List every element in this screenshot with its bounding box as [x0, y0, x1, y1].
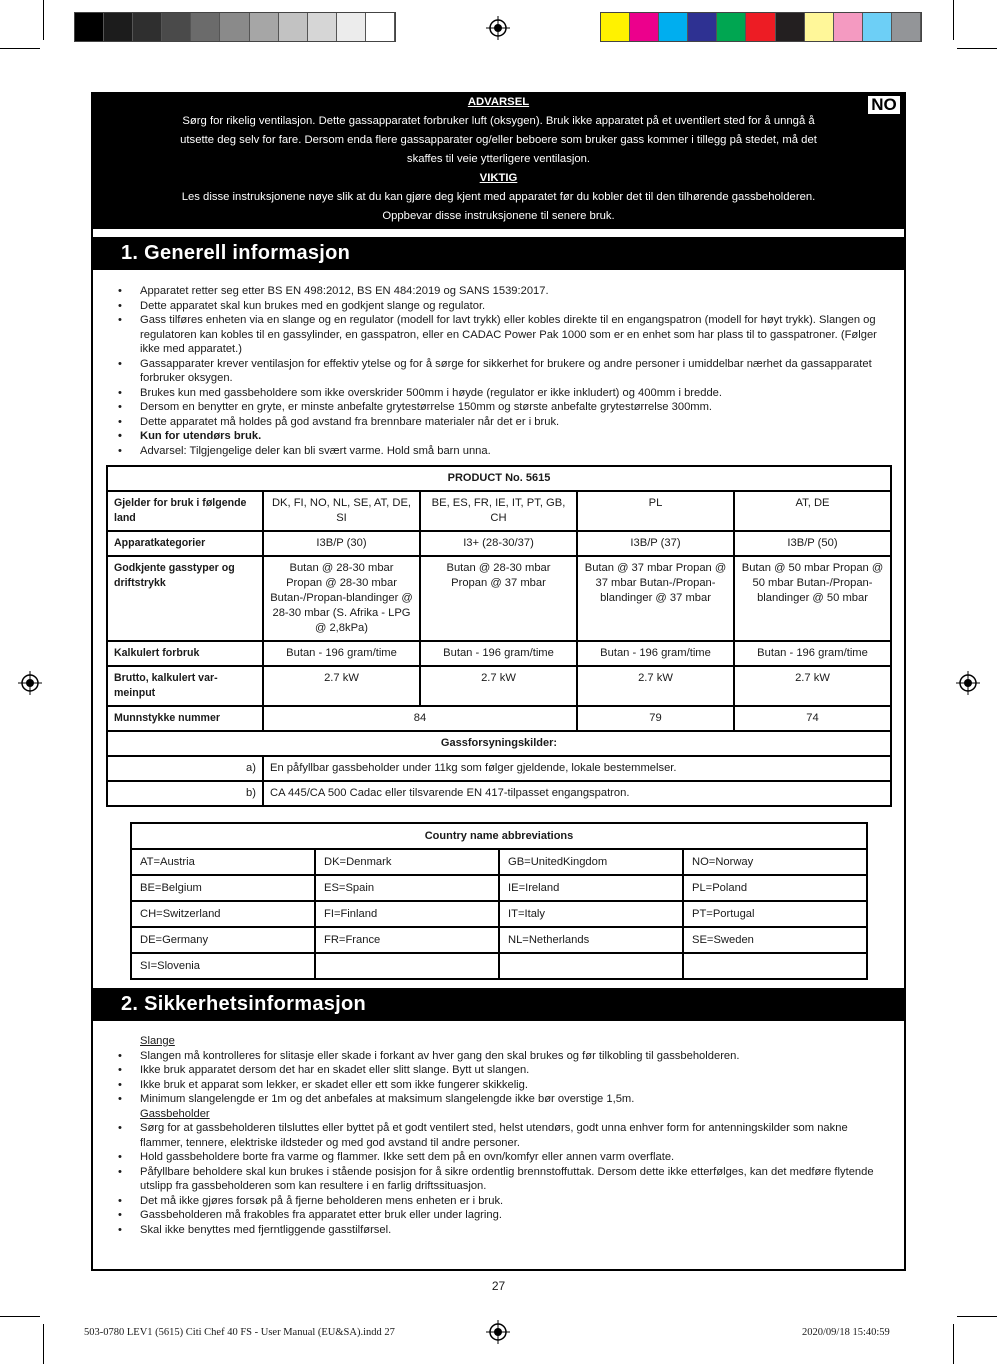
- table-cell: Butan - 196 gram/time: [577, 641, 734, 666]
- warning-text: utsette deg selv for fare. Dersom enda flere gassapparater og/eller beboere som bruker gass kommer i tillegg på stedet, må det: [180, 134, 817, 146]
- color-swatch: [162, 13, 191, 41]
- color-swatch: [220, 13, 249, 41]
- table-cell: GB=UnitedKingdom: [499, 849, 683, 875]
- color-swatch: [834, 13, 863, 41]
- table-row: [107, 781, 891, 806]
- list-item: • Gassapparater krever ventilasjon for effektiv ytelse og for å sørge for sikkerhet for brukere og andre personer i umiddelbar nærhet da gassapparatet forbruker oksygen.: [118, 357, 893, 386]
- table-cell: Butan - 196 gram/time: [734, 641, 891, 666]
- row-label: Brutto, kalkulert var-meinput: [107, 666, 263, 706]
- table-title: PRODUCT No. 5615: [107, 466, 891, 491]
- crop-mark: [953, 0, 954, 40]
- list-item: • Ikke bruk apparatet dersom det har en skadet eller slitt slange. Bytt ut slangen.: [118, 1063, 893, 1078]
- table-row: [131, 823, 867, 849]
- table-cell: [683, 953, 867, 979]
- warning-heading: ADVARSEL: [467, 96, 530, 108]
- table-row: [107, 731, 891, 756]
- table-cell: DK=Denmark: [315, 849, 499, 875]
- color-swatch: [688, 13, 717, 41]
- registration-mark-icon: [18, 671, 42, 695]
- table-subheading: Gassforsyningskilder:: [107, 731, 891, 756]
- color-swatch: [630, 13, 659, 41]
- table-cell: DE=Germany: [131, 927, 315, 953]
- table-cell: NO=Norway: [683, 849, 867, 875]
- color-swatch: [250, 13, 279, 41]
- color-swatch: [133, 13, 162, 41]
- list-item: • Dette apparatet skal kun brukes med en godkjent slange og regulator.: [118, 299, 893, 314]
- table-row: [131, 901, 867, 927]
- table-cell: NL=Netherlands: [499, 927, 683, 953]
- table-cell: 74: [734, 706, 891, 731]
- subheading: Slange: [140, 1035, 175, 1047]
- table-cell: 2.7 kW: [420, 666, 577, 706]
- color-swatch: [104, 13, 133, 41]
- table-cell: DK, FI, NO, NL, SE, AT, DE, SI: [263, 491, 420, 531]
- crop-mark: [0, 1316, 40, 1317]
- crop-mark: [953, 1324, 954, 1364]
- list-item: • Hold gassbeholdere borte fra varme og flammer. Ikke sett dem på en ovn/komfyr eller annen varm overflate.: [118, 1150, 893, 1165]
- table-cell: BE, ES, FR, IE, IT, PT, GB, CH: [420, 491, 577, 531]
- table-cell: IT=Italy: [499, 901, 683, 927]
- row-key: a): [107, 756, 263, 781]
- list-item: • Kun for utendørs bruk.: [118, 429, 893, 444]
- table-cell: 2.7 kW: [577, 666, 734, 706]
- table-cell: Butan - 196 gram/time: [263, 641, 420, 666]
- table-cell: Butan @ 28-30 mbar Propan @ 28-30 mbar Butan-/Propan-blandinger @ 28-30 mbar (S. Afrika - LPG @ 2,8kPa): [263, 556, 420, 641]
- language-badge: NO: [866, 94, 902, 116]
- color-swatch: [659, 13, 688, 41]
- color-swatch: [863, 13, 892, 41]
- crop-mark: [43, 0, 44, 40]
- list-item: • Skal ikke benyttes med fjerntliggende gasstilførsel.: [118, 1223, 893, 1238]
- safety-info-list: [118, 1034, 893, 1237]
- list-item: • Minimum slangelengde er 1m og det anbefales at maksimum slangelengde ikke bør overstige 1,5m.: [118, 1092, 893, 1107]
- page-number: 27: [491, 1279, 506, 1293]
- registration-mark-icon: [486, 1320, 510, 1344]
- list-item: • Påfyllbare beholdere skal kun brukes i stående posisjon for å sikre ordentlig brennstoffuttak. Dersom dette ikke etterfølges, kan det medføre flytende utslipp fra gassbeholderen som kan resultere i en farlig driftssituasjon.: [118, 1165, 893, 1194]
- table-cell: AT, DE: [734, 491, 891, 531]
- table-cell: PL=Poland: [683, 875, 867, 901]
- table-cell: AT=Austria: [131, 849, 315, 875]
- table-row: [107, 641, 891, 666]
- color-swatch: [601, 13, 630, 41]
- row-label: Apparatkategorier: [107, 531, 263, 556]
- table-row: [107, 491, 891, 531]
- table-row: [131, 953, 867, 979]
- warning-box: [93, 93, 904, 229]
- crop-mark: [957, 48, 997, 49]
- table-cell: SI=Slovenia: [131, 953, 315, 979]
- table-title: Country name abbreviations: [131, 823, 867, 849]
- table-row: [107, 756, 891, 781]
- crop-mark: [0, 48, 40, 49]
- warning-text: Sørg for rikelig ventilasjon. Dette gassapparatet forbruker luft (oksygen). Bruk ikke apparatet på et uventilert sted for å unngå å: [182, 115, 815, 127]
- table-cell: CA 445/CA 500 Cadac eller tilsvarende EN 417-tilpasset engangspatron.: [263, 781, 891, 806]
- table-cell: CH=Switzerland: [131, 901, 315, 927]
- registration-mark-icon: [956, 671, 980, 695]
- list-item: • Dette apparatet må holdes på god avstand fra brennbare materialer når det er i bruk.: [118, 415, 893, 430]
- color-swatch: [308, 13, 337, 41]
- color-swatch: [366, 13, 395, 41]
- table-cell: PL: [577, 491, 734, 531]
- color-bar: [600, 12, 922, 42]
- row-label: Munnstykke nummer: [107, 706, 263, 731]
- table-row: [131, 875, 867, 901]
- table-cell: SE=Sweden: [683, 927, 867, 953]
- row-key: b): [107, 781, 263, 806]
- list-item: • Advarsel: Tilgjengelige deler kan bli svært varme. Hold små barn unna.: [118, 444, 893, 459]
- important-text: Oppbevar disse instruksjonene til senere bruk.: [382, 210, 615, 222]
- table-cell: Butan @ 50 mbar Propan @ 50 mbar Butan-/Propan-blandinger @ 50 mbar: [734, 556, 891, 641]
- table-cell: FI=Finland: [315, 901, 499, 927]
- section-heading: 2. Sikkerhetsinformasjon: [93, 988, 904, 1021]
- table-cell: [499, 953, 683, 979]
- list-item: • Gass tilføres enheten via en slange og en regulator (modell for lavt trykk) eller kobles direkte til en engangspatron (modell for høyt trykk). Slangen og regulatoren kan kobles til en gassylinder, en gasspatron, eller en CADAC Power Pak 1000 som er en enhet som har plass til to gasspatroner. (Følger ikke med apparatet.): [118, 313, 893, 357]
- subheading: Gassbeholder: [140, 1107, 210, 1120]
- table-row: [107, 706, 891, 731]
- color-swatch: [746, 13, 775, 41]
- color-swatch: [805, 13, 834, 41]
- table-cell: BE=Belgium: [131, 875, 315, 901]
- table-row: [107, 556, 891, 641]
- important-text: Les disse instruksjonene nøye slik at du kan gjøre deg kjent med apparatet før du kobler det til den tilhørende gassbeholderen.: [181, 191, 816, 203]
- table-cell: ES=Spain: [315, 875, 499, 901]
- registration-mark-icon: [486, 16, 510, 40]
- table-cell: IE=Ireland: [499, 875, 683, 901]
- table-cell: 2.7 kW: [734, 666, 891, 706]
- table-cell: Butan @ 37 mbar Propan @ 37 mbar Butan-/Propan-blandinger @ 37 mbar: [577, 556, 734, 641]
- list-item: • Gassbeholderen må frakobles fra apparatet etter bruk eller under lagring.: [118, 1208, 893, 1223]
- slug-date: 2020/09/18 15:40:59: [802, 1327, 890, 1338]
- table-cell: I3+ (28-30/37): [420, 531, 577, 556]
- color-swatch: [717, 13, 746, 41]
- table-cell: I3B/P (37): [577, 531, 734, 556]
- product-table: [106, 465, 892, 807]
- table-cell: I3B/P (50): [734, 531, 891, 556]
- color-swatch: [279, 13, 308, 41]
- table-cell: PT=Portugal: [683, 901, 867, 927]
- country-abbreviation-table: [130, 822, 868, 980]
- table-cell: 84: [263, 706, 577, 731]
- table-cell: FR=France: [315, 927, 499, 953]
- table-row: [131, 849, 867, 875]
- table-row: [107, 466, 891, 491]
- row-label: Godkjente gasstyper og driftstrykk: [107, 556, 263, 641]
- table-cell: I3B/P (30): [263, 531, 420, 556]
- grayscale-bar: [74, 12, 396, 42]
- table-cell: [315, 953, 499, 979]
- list-item: • Ikke bruk et apparat som lekker, er skadet eller ett som ikke fungerer skikkelig.: [118, 1078, 893, 1093]
- list-item: • Sørg for at gassbeholderen tilsluttes eller byttet på et godt ventilert sted, helst utendørs, godt unna enhver form for antenningskilder som nakne flammer, tennere, elektriske ildsteder og med god avstand til andre personer.: [118, 1121, 893, 1150]
- section-heading: 1. Generell informasjon: [93, 237, 904, 270]
- list-item: • Dersom en benytter en gryte, er minste anbefalte grytestørrelse 150mm og største anbefalte grytestørrelse 300mm.: [118, 400, 893, 415]
- list-item: • Slangen må kontrolleres for slitasje eller skade i forkant av hver gang den skal brukes og før tilkobling til gassbeholderen.: [118, 1049, 893, 1064]
- row-label: Kalkulert forbruk: [107, 641, 263, 666]
- slug-file-info: 503-0780 LEV1 (5615) Citi Chef 40 FS - User Manual (EU&SA).indd 27: [84, 1327, 395, 1338]
- list-item: • Apparatet retter seg etter BS EN 498:2012, BS EN 484:2019 og SANS 1539:2017.: [118, 284, 893, 299]
- table-cell: 79: [577, 706, 734, 731]
- crop-mark: [957, 1316, 997, 1317]
- table-cell: Butan @ 28-30 mbar Propan @ 37 mbar: [420, 556, 577, 641]
- table-cell: Butan - 196 gram/time: [420, 641, 577, 666]
- row-label: Gjelder for bruk i følgende land: [107, 491, 263, 531]
- warning-text: skaffes til veie ytterligere ventilasjon.: [406, 153, 591, 165]
- color-swatch: [191, 13, 220, 41]
- table-row: [107, 531, 891, 556]
- color-swatch: [337, 13, 366, 41]
- list-item: • Brukes kun med gassbeholdere som ikke overskrider 500mm i høyde (regulator er ikke inkludert) og 400mm i bredde.: [118, 386, 893, 401]
- list-item: • Det må ikke gjøres forsøk på å fjerne beholderen mens enheten er i bruk.: [118, 1194, 893, 1209]
- color-swatch: [776, 13, 805, 41]
- color-swatch: [892, 13, 921, 41]
- crop-mark: [43, 1324, 44, 1364]
- general-info-list: [118, 284, 893, 458]
- table-cell: En påfyllbar gassbeholder under 11kg som følger gjeldende, lokale bestemmelser.: [263, 756, 891, 781]
- table-row: [107, 666, 891, 706]
- important-heading: VIKTIG: [479, 172, 518, 184]
- color-swatch: [75, 13, 104, 41]
- table-row: [131, 927, 867, 953]
- table-cell: 2.7 kW: [263, 666, 420, 706]
